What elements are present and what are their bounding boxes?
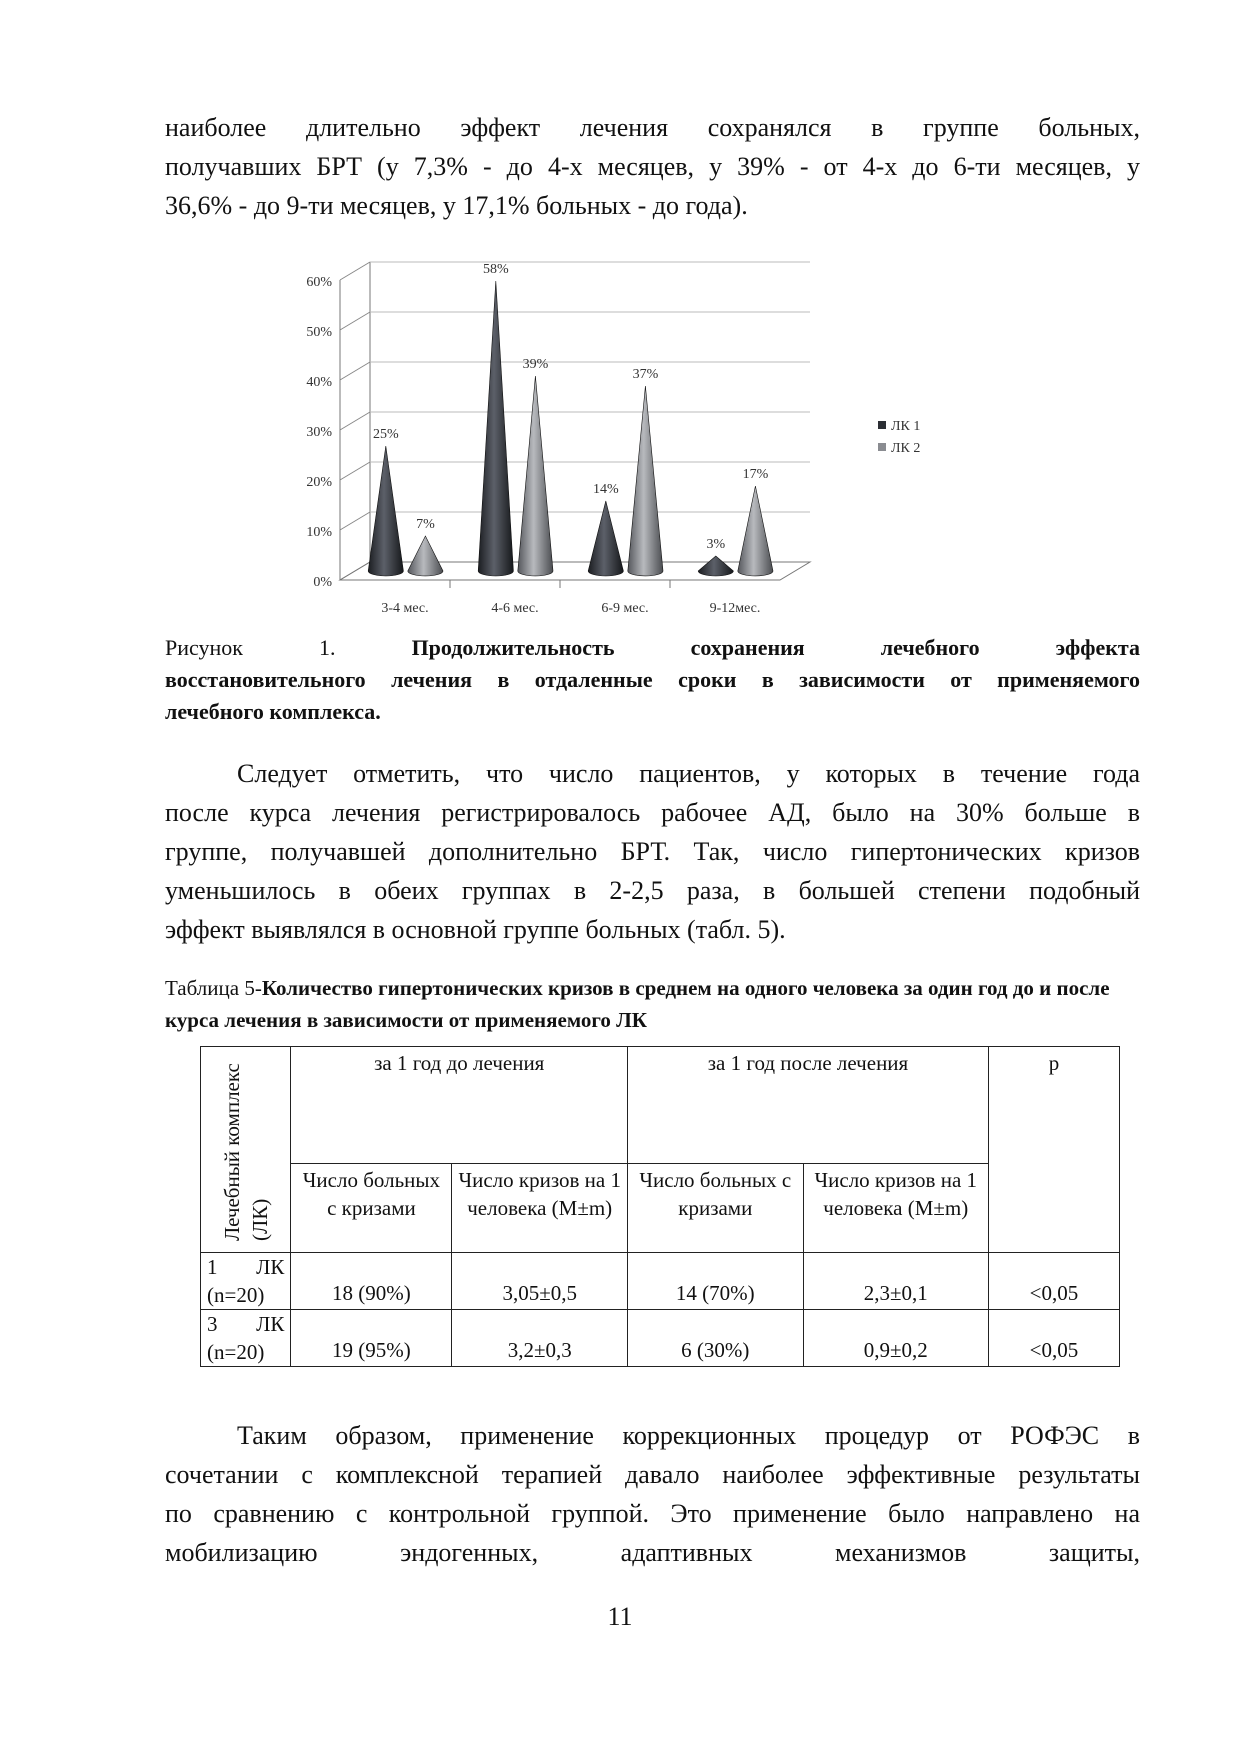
subheader-patients-after: Число больных с кризами — [628, 1164, 804, 1253]
legend-swatch — [878, 421, 886, 429]
table-row — [201, 1253, 1120, 1310]
subheader-patients-before: Число больных с кризами — [291, 1164, 452, 1253]
lk-header-text: Лечебный комплекс (ЛК) — [219, 1063, 272, 1241]
data-label: 3% — [706, 537, 726, 552]
y-tick-label: 10% — [306, 525, 332, 540]
cell-after-crises: 2,3±0,1 — [803, 1253, 988, 1310]
data-label: 58% — [482, 262, 509, 277]
cell-p: <0,05 — [988, 1310, 1119, 1367]
text-line: мобилизацию эндогенных, адаптивных механизмов защиты, — [165, 1538, 1140, 1567]
p-header: p — [988, 1047, 1119, 1253]
x-tick-label: 9-12мес. — [709, 601, 761, 616]
data-label: 14% — [592, 482, 619, 497]
cone-1 — [478, 281, 513, 576]
group-after-header: за 1 год после лечения — [628, 1047, 989, 1164]
text-line: получавших БРТ (у 7,3% - до 4-х месяцев, у 39% - от 4-х до 6-ти месяцев, у — [165, 152, 1140, 181]
lk-name: ЛК — [256, 1312, 285, 1336]
text-line: эффект выявлялся в основной группе больных (табл. 5). — [165, 915, 786, 944]
lk-cell — [201, 1253, 291, 1310]
legend-label: ЛК 1 — [891, 419, 921, 434]
cell-after-crises: 0,9±0,2 — [803, 1310, 988, 1367]
data-label: 39% — [522, 357, 549, 372]
y-tick-label: 50% — [306, 325, 332, 340]
chart-marks — [368, 262, 773, 576]
table-caption-title: Количество гипертонических кризов в среднем на одного человека за один год до и после курса лечения в зависимости от применяемого ЛК — [165, 976, 1110, 1032]
lk-column-header — [201, 1047, 291, 1253]
lk-count: (n=20) — [207, 1283, 265, 1307]
table-subheader-row — [201, 1164, 1120, 1253]
x-tick-label: 6-9 мес. — [601, 601, 649, 616]
caption-line: Продолжительность сохранения лечебного эффекта — [411, 635, 1140, 660]
page-number: 11 — [607, 1602, 633, 1631]
table-caption — [165, 972, 1135, 1036]
legend-swatch — [878, 443, 886, 451]
cell-after-patients: 14 (70%) — [628, 1253, 804, 1310]
text-line: наиболее длительно эффект лечения сохранялся в группе больных, — [165, 113, 1140, 142]
crises-table — [200, 1046, 1120, 1367]
grid-perspective — [340, 312, 370, 330]
text-line: 36,6% - до 9-ти месяцев, у 17,1% больных - до года). — [165, 191, 748, 220]
data-label: 25% — [372, 427, 399, 442]
y-tick-label: 0% — [313, 575, 332, 590]
chart-y-axis — [306, 275, 332, 590]
text-line: Таким образом, применение коррекционных процедур от РОФЭС в — [237, 1421, 1140, 1450]
cell-before-crises: 3,2±0,3 — [452, 1310, 628, 1367]
cell-before-patients: 19 (95%) — [291, 1310, 452, 1367]
data-label: 7% — [416, 517, 435, 532]
table-row — [201, 1310, 1120, 1367]
lk-name: ЛК — [256, 1255, 285, 1279]
lk-number: 3 — [207, 1312, 218, 1336]
cone-2 — [518, 376, 553, 576]
y-tick-label: 40% — [306, 375, 332, 390]
y-tick-label: 30% — [306, 425, 332, 440]
grid-perspective — [340, 262, 370, 280]
text-line: уменьшилось в обеих группах в 2-2,5 раза, в большей степени подобный — [165, 876, 1140, 905]
paragraph-analysis — [165, 754, 1140, 949]
chart-x-axis — [381, 580, 760, 616]
cone-2 — [628, 386, 663, 576]
data-label: 37% — [632, 367, 659, 382]
y-tick-label: 60% — [306, 275, 332, 290]
subheader-crises-after: Число кризов на 1 человека (M±m) — [803, 1164, 988, 1253]
grid-perspective — [340, 362, 370, 380]
grid-perspective — [340, 462, 370, 480]
table-header-row — [201, 1047, 1120, 1164]
chart-legend — [878, 419, 920, 456]
text-line: группе, получавшей дополнительно БРТ. Так, число гипертонических кризов — [165, 837, 1140, 866]
paragraph-intro — [165, 108, 1140, 225]
cone-2 — [408, 536, 443, 576]
caption-line: восстановительного лечения в отдаленные сроки в зависимости от применяемого — [165, 667, 1140, 692]
cone-2 — [738, 486, 773, 576]
x-tick-label: 3-4 мес. — [381, 601, 429, 616]
figure-caption — [165, 632, 1140, 728]
grid-perspective — [340, 512, 370, 530]
caption-prefix: Рисунок 1. — [165, 635, 336, 660]
subheader-crises-before: Число кризов на 1 человека (M±m) — [452, 1164, 628, 1253]
data-label: 17% — [742, 467, 769, 482]
cone-1 — [368, 446, 403, 576]
chart-grid — [340, 262, 810, 580]
legend-label: ЛК 2 — [891, 441, 921, 456]
x-tick-label: 4-6 мес. — [491, 601, 539, 616]
group-before-header: за 1 год до лечения — [291, 1047, 628, 1164]
cell-after-patients: 6 (30%) — [628, 1310, 804, 1367]
text-line: сочетании с комплексной терапией давало наиболее эффективные результаты — [165, 1460, 1140, 1489]
paragraph-conclusion — [165, 1416, 1140, 1572]
cone-chart — [290, 262, 950, 620]
lk-cell — [201, 1310, 291, 1367]
text-line: по сравнению с контрольной группой. Это применение было направлено на — [165, 1499, 1140, 1528]
cell-p: <0,05 — [988, 1253, 1119, 1310]
lk-number: 1 — [207, 1255, 218, 1279]
table-caption-prefix: Таблица 5- — [165, 976, 262, 1000]
caption-line: лечебного комплекса. — [165, 699, 381, 724]
grid-perspective — [340, 412, 370, 430]
text-line: Следует отметить, что число пациентов, у которых в течение года — [237, 759, 1140, 788]
lk-count: (n=20) — [207, 1340, 265, 1364]
cell-before-patients: 18 (90%) — [291, 1253, 452, 1310]
y-tick-label: 20% — [306, 475, 332, 490]
cell-before-crises: 3,05±0,5 — [452, 1253, 628, 1310]
text-line: после курса лечения регистрировалось рабочее АД, было на 30% больше в — [165, 798, 1140, 827]
cone-1 — [698, 556, 733, 576]
